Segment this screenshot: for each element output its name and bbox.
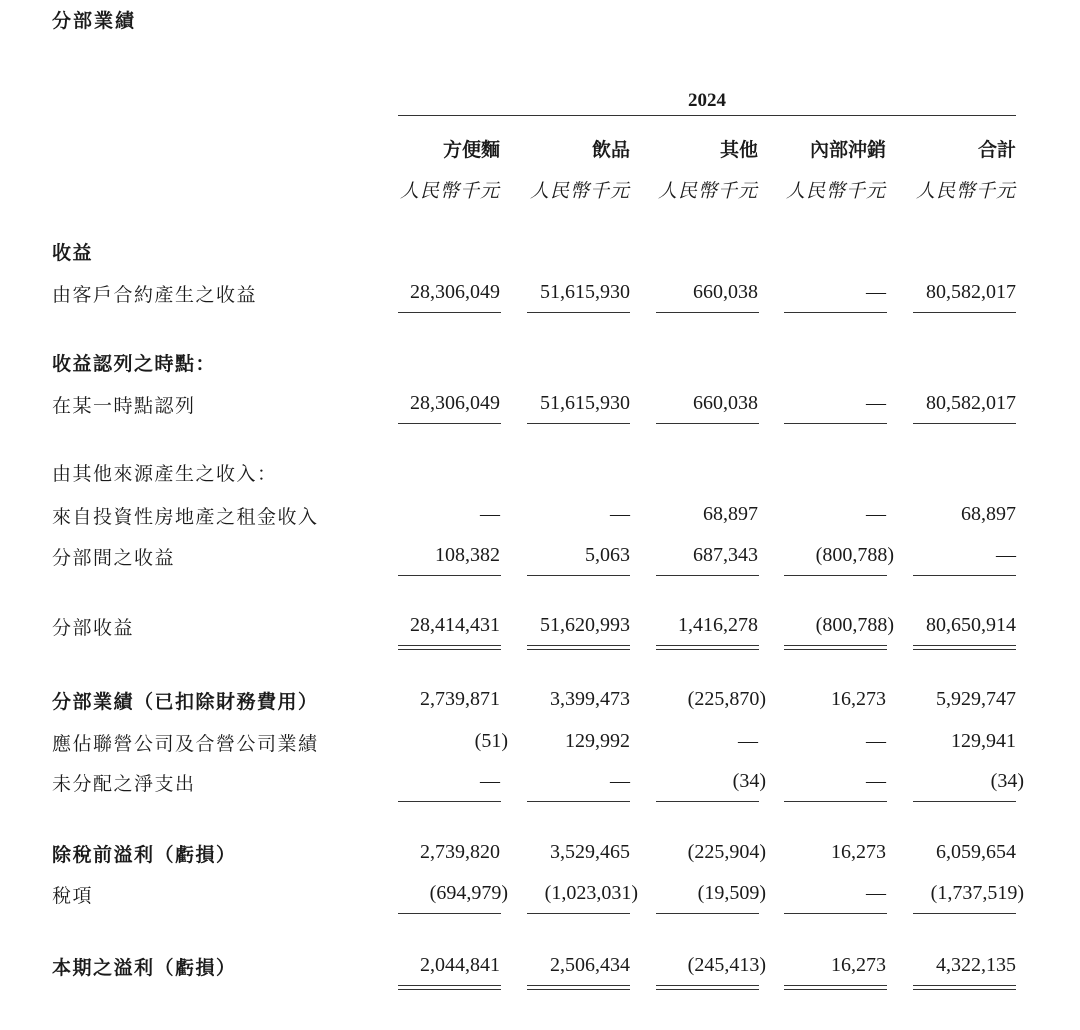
double-underline bbox=[527, 985, 630, 990]
underline bbox=[527, 423, 630, 424]
year-underline bbox=[398, 115, 1016, 116]
underline bbox=[913, 312, 1016, 313]
cell-total: 4,322,135 bbox=[936, 954, 1016, 976]
double-underline bbox=[913, 645, 1016, 650]
underline bbox=[784, 801, 887, 802]
cell-eliminations: 16,273 bbox=[831, 841, 886, 863]
column-header-instant-noodles: 方便麵 bbox=[442, 139, 500, 161]
double-underline bbox=[656, 985, 759, 990]
double-underline bbox=[527, 645, 630, 650]
column-header-others: 其他 bbox=[719, 139, 758, 161]
cell-total: (34) bbox=[990, 770, 1024, 792]
cell-instant-noodles: — bbox=[480, 770, 500, 792]
cell-others: (225,904) bbox=[687, 841, 766, 863]
underline bbox=[656, 913, 759, 914]
underline bbox=[784, 312, 887, 313]
cell-beverages: 3,529,465 bbox=[550, 841, 630, 863]
cell-beverages: 3,399,473 bbox=[550, 688, 630, 710]
cell-beverages: 129,992 bbox=[565, 730, 630, 752]
cell-total: (1,737,519) bbox=[930, 882, 1024, 904]
row-label: 除稅前溢利（虧損） bbox=[52, 844, 237, 866]
cell-eliminations: — bbox=[866, 281, 886, 303]
row-label: 在某一時點認列 bbox=[52, 395, 196, 417]
underline bbox=[656, 423, 759, 424]
cell-total: 68,897 bbox=[961, 503, 1016, 525]
double-underline bbox=[913, 985, 1016, 990]
cell-eliminations: — bbox=[866, 770, 886, 792]
row-label: 由其他來源產生之收入： bbox=[52, 463, 278, 485]
cell-instant-noodles: 2,739,871 bbox=[420, 688, 500, 710]
cell-eliminations: 16,273 bbox=[831, 954, 886, 976]
row-label: 來自投資性房地產之租金收入 bbox=[52, 506, 319, 528]
underline bbox=[784, 423, 887, 424]
column-header-beverages: 飲品 bbox=[591, 139, 630, 161]
cell-beverages: 51,620,993 bbox=[540, 614, 630, 636]
cell-total: 80,582,017 bbox=[926, 392, 1016, 414]
cell-instant-noodles: 28,414,431 bbox=[410, 614, 500, 636]
double-underline bbox=[656, 645, 759, 650]
cell-eliminations: — bbox=[866, 882, 886, 904]
cell-eliminations: 16,273 bbox=[831, 688, 886, 710]
underline bbox=[913, 801, 1016, 802]
cell-beverages: (1,023,031) bbox=[544, 882, 638, 904]
double-underline bbox=[784, 985, 887, 990]
underline bbox=[913, 913, 1016, 914]
column-unit-instant-noodles: 人民幣千元 bbox=[399, 180, 500, 202]
cell-instant-noodles: — bbox=[480, 503, 500, 525]
row-label: 收益認列之時點： bbox=[52, 353, 217, 375]
cell-others: 687,343 bbox=[693, 544, 758, 566]
cell-beverages: 51,615,930 bbox=[540, 281, 630, 303]
underline bbox=[784, 913, 887, 914]
row-label: 本期之溢利（虧損） bbox=[52, 957, 237, 979]
underline bbox=[656, 575, 759, 576]
column-unit-beverages: 人民幣千元 bbox=[529, 180, 630, 202]
cell-others: (34) bbox=[732, 770, 766, 792]
underline bbox=[527, 801, 630, 802]
row-label: 分部收益 bbox=[52, 617, 135, 639]
cell-total: 129,941 bbox=[951, 730, 1016, 752]
underline bbox=[913, 575, 1016, 576]
cell-total: 80,650,914 bbox=[926, 614, 1016, 636]
row-label: 分部業績（已扣除財務費用） bbox=[52, 691, 319, 713]
cell-eliminations: — bbox=[866, 503, 886, 525]
underline bbox=[913, 423, 1016, 424]
row-label: 未分配之淨支出 bbox=[52, 773, 196, 795]
underline bbox=[527, 913, 630, 914]
underline bbox=[398, 913, 501, 914]
year-header: 2024 bbox=[688, 90, 726, 111]
double-underline bbox=[784, 645, 887, 650]
cell-others: (245,413) bbox=[687, 954, 766, 976]
cell-others: 1,416,278 bbox=[678, 614, 758, 636]
column-header-total: 合計 bbox=[977, 139, 1016, 161]
cell-instant-noodles: 2,044,841 bbox=[420, 954, 500, 976]
row-label: 應佔聯營公司及合營公司業績 bbox=[52, 733, 319, 755]
cell-eliminations: (800,788) bbox=[815, 544, 894, 566]
cell-beverages: — bbox=[610, 770, 630, 792]
cell-total: 6,059,654 bbox=[936, 841, 1016, 863]
column-unit-total: 人民幣千元 bbox=[915, 180, 1016, 202]
column-header-eliminations: 內部沖銷 bbox=[809, 139, 886, 161]
cell-eliminations: — bbox=[866, 730, 886, 752]
underline bbox=[398, 312, 501, 313]
cell-beverages: 51,615,930 bbox=[540, 392, 630, 414]
double-underline bbox=[398, 645, 501, 650]
underline bbox=[656, 801, 759, 802]
cell-beverages: 5,063 bbox=[585, 544, 630, 566]
cell-beverages: — bbox=[610, 503, 630, 525]
double-underline bbox=[398, 985, 501, 990]
cell-eliminations: — bbox=[866, 392, 886, 414]
cell-others: 660,038 bbox=[693, 392, 758, 414]
underline bbox=[398, 423, 501, 424]
cell-instant-noodles: 28,306,049 bbox=[410, 392, 500, 414]
section-title: 分部業績 bbox=[52, 10, 137, 32]
cell-instant-noodles: (694,979) bbox=[429, 882, 508, 904]
cell-others: — bbox=[738, 730, 758, 752]
underline bbox=[527, 575, 630, 576]
cell-others: (225,870) bbox=[687, 688, 766, 710]
underline bbox=[527, 312, 630, 313]
cell-instant-noodles: 108,382 bbox=[435, 544, 500, 566]
row-label: 收益 bbox=[52, 242, 94, 264]
cell-instant-noodles: 28,306,049 bbox=[410, 281, 500, 303]
underline bbox=[398, 801, 501, 802]
underline bbox=[784, 575, 887, 576]
cell-total: 5,929,747 bbox=[936, 688, 1016, 710]
cell-total: 80,582,017 bbox=[926, 281, 1016, 303]
cell-eliminations: (800,788) bbox=[815, 614, 894, 636]
cell-others: 68,897 bbox=[703, 503, 758, 525]
column-unit-others: 人民幣千元 bbox=[657, 180, 758, 202]
cell-instant-noodles: (51) bbox=[474, 730, 508, 752]
underline bbox=[656, 312, 759, 313]
row-label: 分部間之收益 bbox=[52, 547, 176, 569]
cell-others: (19,509) bbox=[697, 882, 766, 904]
row-label: 稅項 bbox=[52, 885, 94, 907]
cell-others: 660,038 bbox=[693, 281, 758, 303]
row-label: 由客戶合約產生之收益 bbox=[52, 284, 258, 306]
cell-total: — bbox=[996, 544, 1016, 566]
underline bbox=[398, 575, 501, 576]
column-unit-eliminations: 人民幣千元 bbox=[785, 180, 886, 202]
cell-instant-noodles: 2,739,820 bbox=[420, 841, 500, 863]
cell-beverages: 2,506,434 bbox=[550, 954, 630, 976]
